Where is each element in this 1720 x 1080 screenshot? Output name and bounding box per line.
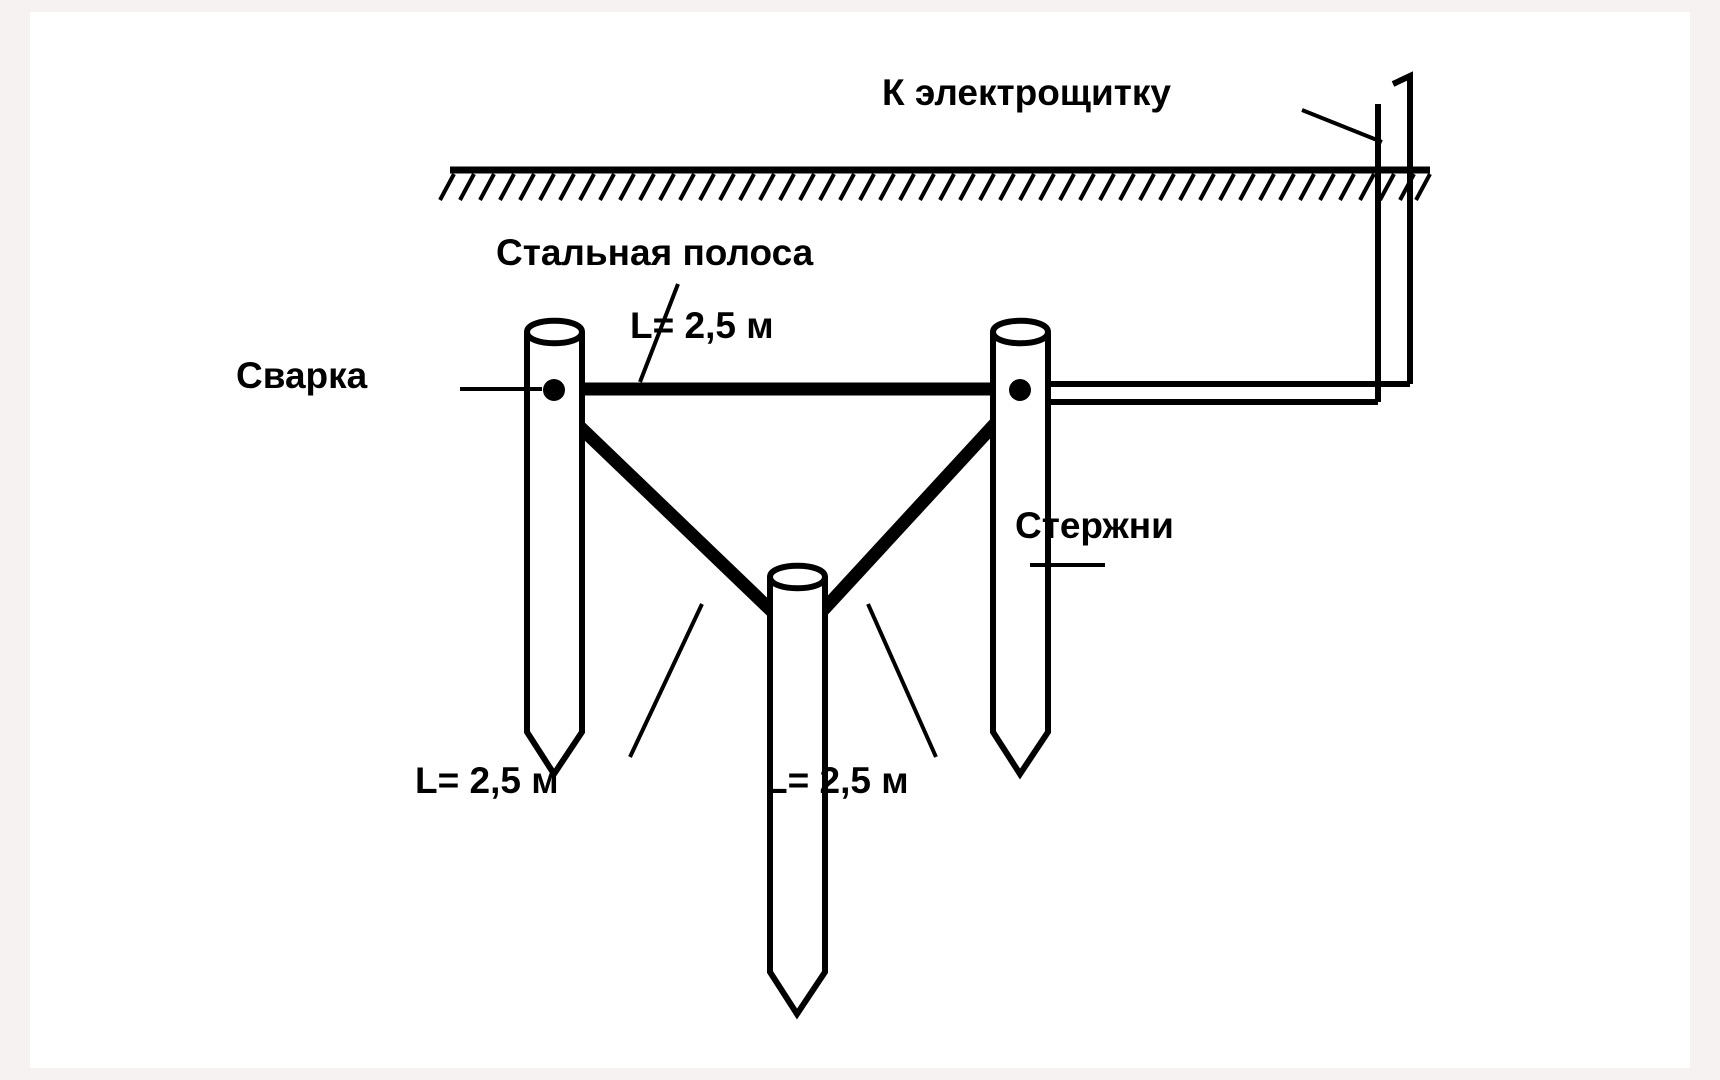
leader-line-panel: [1302, 110, 1382, 142]
label-length-top: L= 2,5 м: [630, 305, 774, 346]
leader-line-length-right: [868, 604, 936, 757]
leader-line-length-left: [630, 604, 702, 757]
label-to-electrical-panel: К электрощитку: [882, 72, 1171, 113]
weld-dot-right: [1009, 379, 1031, 401]
label-length-left: L= 2,5 м: [415, 760, 559, 801]
conductor-to-electrical-panel: [1030, 76, 1410, 402]
label-length-right: L= 2,5 м: [765, 760, 909, 801]
label-steel-strip: Стальная полоса: [496, 232, 814, 273]
diagram-canvas: [30, 12, 1690, 1068]
grounding-diagram-svg: [30, 12, 1690, 1068]
label-welding: Сварка: [236, 355, 368, 396]
ground-hatched-line: [440, 170, 1430, 200]
label-rods: Стержни: [1015, 505, 1174, 546]
weld-dot-left: [543, 379, 565, 401]
